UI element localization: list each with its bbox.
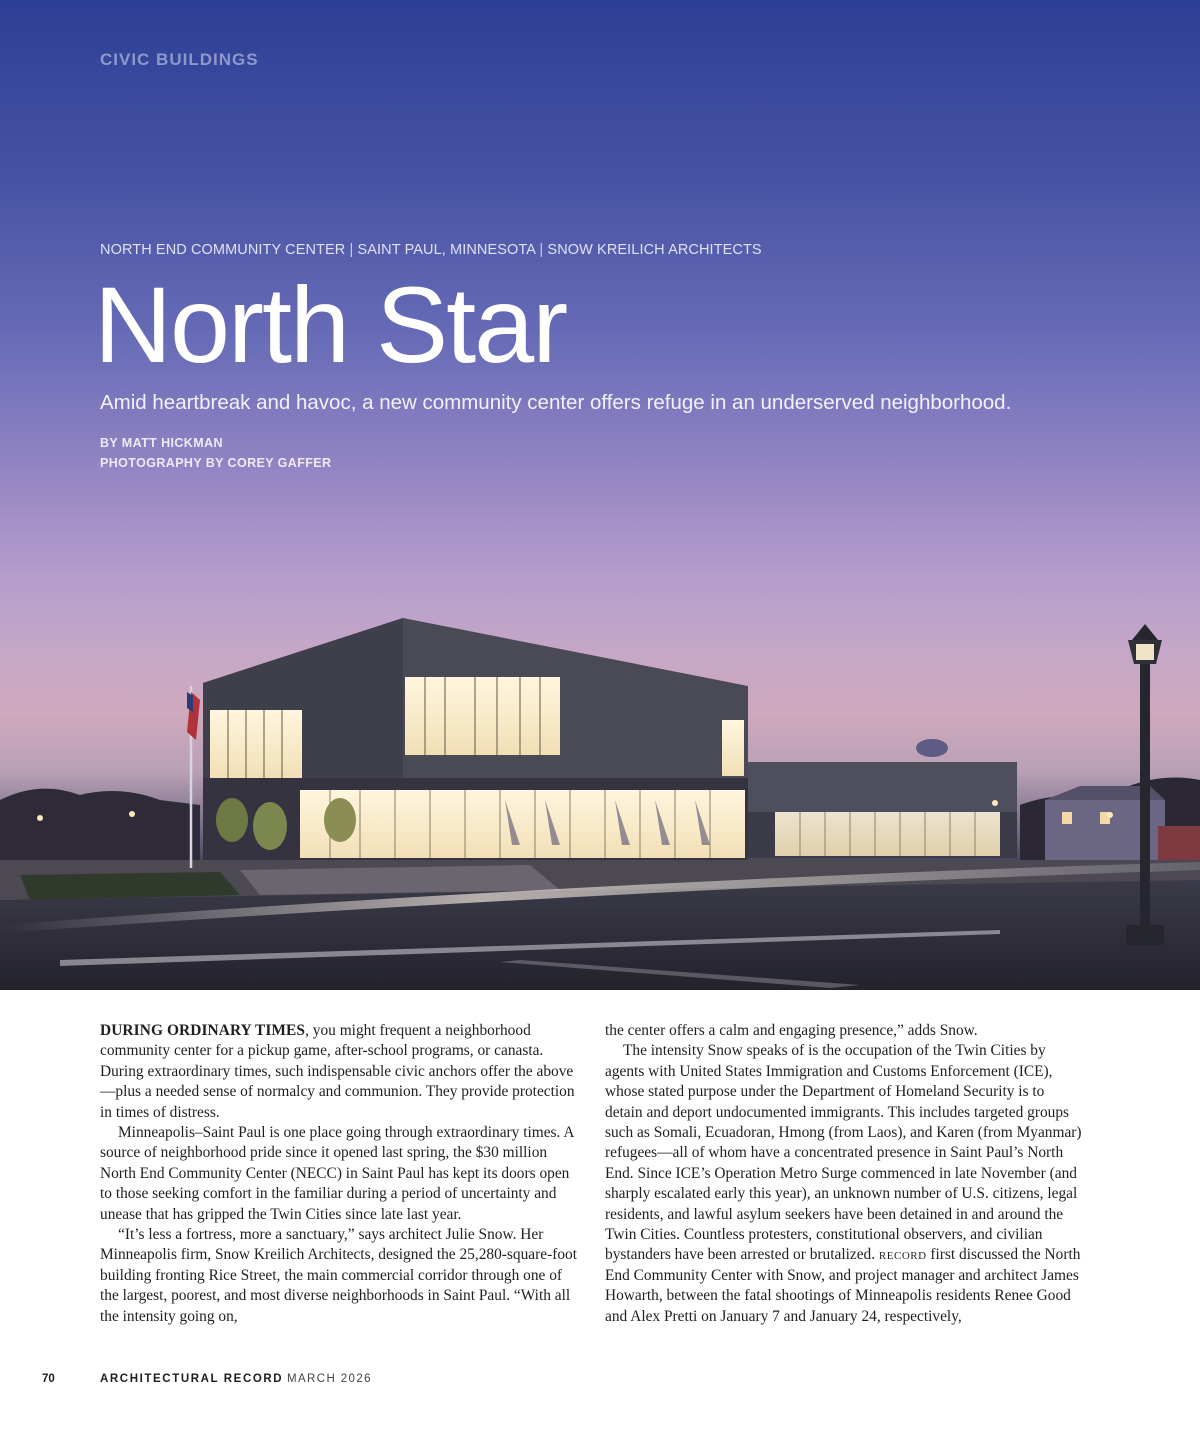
- body-column-left: [100, 1021, 578, 1327]
- kicker-location: SAINT PAUL, MINNESOTA: [357, 242, 536, 258]
- body-paragraph: Minneapolis–Saint Paul is one place going through extraordinary times. A source of neighborhood pride since it opened last spring, the $30 million North End Community Center (NECC) in Saint Paul has kept its doors open to those seeking comfort in the familiar during a period of uncertainty and unease that has gripped the Twin Cities since late last year.: [100, 1124, 574, 1223]
- body-paragraph: [100, 1021, 578, 1123]
- credits: [100, 434, 331, 473]
- body-column-right: [605, 1021, 1083, 1327]
- paragraph-text: The intensity Snow speaks of is the occupation of the Twin Cities by agents with United States Immigration and Customs Enforcement (ICE), whose stated purpose under the Department of Homeland Security is to detain and deport undocumented immigrants. This includes targeted groups such as Somali, Ecuadoran, Hmong (from Laos), and Karen (from Myanmar) refugees—all of whom have a concentrated presence in Saint Paul’s North End. Since ICE’s Operation Metro Surge commenced in late November (and sharply escalated early this year), an unknown number of U.S. citizens, legal residents, and lawful asylum seekers have been detained in and around the Twin Cities. Countless protesters, constitutional observers, and civilian bystanders have been arrested or brutalized.: [605, 1042, 1082, 1264]
- lead-in: DURING ORDINARY TIMES: [100, 1022, 306, 1039]
- project-kicker: [100, 242, 762, 258]
- page-number: 70: [42, 1373, 55, 1385]
- issue-date: MARCH 2026: [287, 1373, 372, 1385]
- headline: North Star: [94, 264, 567, 385]
- low-wing: [745, 762, 1017, 858]
- kicker-architect: SNOW KREILICH ARCHITECTS: [547, 242, 762, 258]
- body-paragraph: [605, 1041, 1083, 1327]
- section-label: CIVIC BUILDINGS: [100, 50, 259, 69]
- kicker-separator: |: [349, 242, 354, 258]
- dek: Amid heartbreak and havoc, a new community center offers refuge in an underserved neighborhood.: [100, 391, 1012, 414]
- kicker-separator: |: [539, 242, 544, 258]
- body-paragraph: “It’s less a fortress, more a sanctuary,” says architect Julie Snow. Her Minneapolis firm, Snow Kreilich Architects, designed the 25,280-square-foot building fronting Rice Street, the main commercial corridor through one of the largest, poorest, and most diverse neighborhoods in Saint Paul. “With all the intensity going on,: [100, 1226, 578, 1325]
- photographer-credit: PHOTOGRAPHY BY COREY GAFFER: [100, 455, 332, 470]
- paragraph-text: first discussed the North End Community Center with Snow, and project manager and architect James Howarth, between the fatal shootings of Minneapolis residents Renee Good and Alex Pretti on January 7 and January 24, respectively,: [605, 1246, 1081, 1325]
- paragraph-text: , you might frequent a neighborhood community center for a pickup game, after-school programs, or canasta. During extraordinary times, such indispensable civic anchors offer the above—plus a needed sense of normalcy and communion. They provide protection in times of distress.: [100, 1022, 575, 1121]
- kicker-project: NORTH END COMMUNITY CENTER: [100, 242, 346, 258]
- publication-mention: record: [878, 1246, 927, 1264]
- body-paragraph: the center offers a calm and engaging presence,” adds Snow.: [605, 1022, 978, 1039]
- author-credit: BY MATT HICKMAN: [100, 436, 223, 450]
- publication-name: ARCHITECTURAL RECORD: [100, 1373, 284, 1385]
